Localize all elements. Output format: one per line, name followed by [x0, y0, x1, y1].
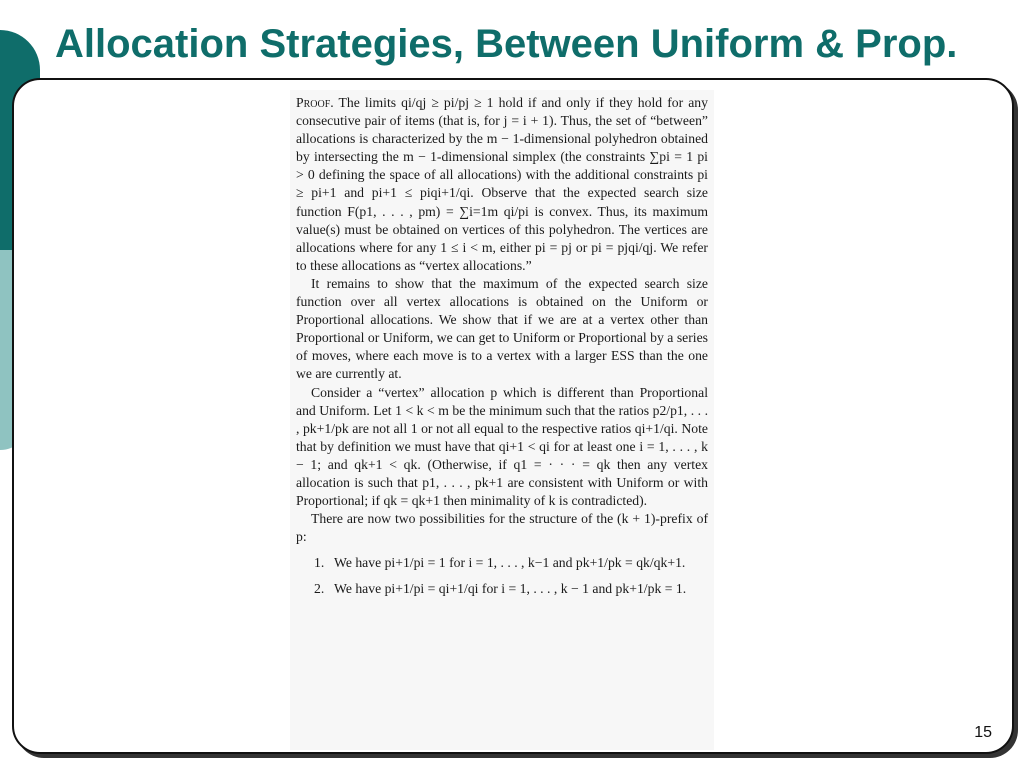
paragraph-text: The limits qi/qj ≥ pi/pj ≥ 1 hold if and only if they hold for any consecutive pair of items (that is, for j = i + 1). Thus, the set of “between” allocations is characterized by the m − 1-dimensional polyhedron obtained by intersecting the m − 1-dimensional simplex (the constraints ∑pi = 1 pi > 0 defining the space of all allocations) with the additional constraints pi ≥ pi+1 and pi+1 ≤ piqi+1/qi. Observe that the expected search size function F(p1, . . . , pm) = ∑i=1m qi/pi is convex. Thus, its maximum value(s) must be obtained on vertices of this polyhedron. The vertices are allocations where for any 1 ≤ i < m, either pi = pj or pi = pjqi/qj. We refer to these allocations as “vertex allocations.”	[296, 95, 708, 273]
list-number: 1.	[314, 555, 325, 571]
list-item	[296, 580, 708, 598]
paragraph: Consider a “vertex” allocation p which is different than Proportional and Uniform. Let 1 < k < m be the minimum such that the ratios p2/p1, . . . , pk+1/pk are not all 1 or not all equal to the respective ratios qi+1/qi. Note that by definition we must have that qi+1 < qi for at least one i = 1, . . . , k − 1; and qk+1 < qk. (Otherwise, if q1 = · · · = qk then any vertex allocation is such that p1, . . . , pk+1 are consistent with Uniform or with Proportional; if qk = qk+1 then minimality of k is contradicted).	[296, 384, 708, 509]
page-number: 15	[974, 724, 992, 741]
list-number: 2.	[314, 581, 325, 597]
list-text: We have pi+1/pi = 1 for i = 1, . . . , k−1 and pk+1/pk = qk/qk+1.	[334, 555, 686, 571]
proof-label: Proof.	[296, 95, 334, 110]
list-item	[296, 554, 708, 572]
paragraph-proof	[296, 94, 708, 275]
slide-title: Allocation Strategies, Between Uniform & Prop.	[55, 22, 958, 66]
paragraph: It remains to show that the maximum of the expected search size function over all vertex allocations is obtained on the Uniform or Proportional allocations. We show that if we are at a vertex other than Proportional or Uniform, we can get to Uniform or Proportional by a series of moves, where each move is to a vertex with a larger ESS than the one we are currently at.	[296, 275, 708, 382]
paragraph: There are now two possibilities for the structure of the (k + 1)-prefix of p:	[296, 511, 708, 545]
list-text: We have pi+1/pi = qi+1/qi for i = 1, . . . , k − 1 and pk+1/pk = 1.	[334, 581, 687, 597]
scanned-paper-excerpt	[290, 90, 714, 750]
